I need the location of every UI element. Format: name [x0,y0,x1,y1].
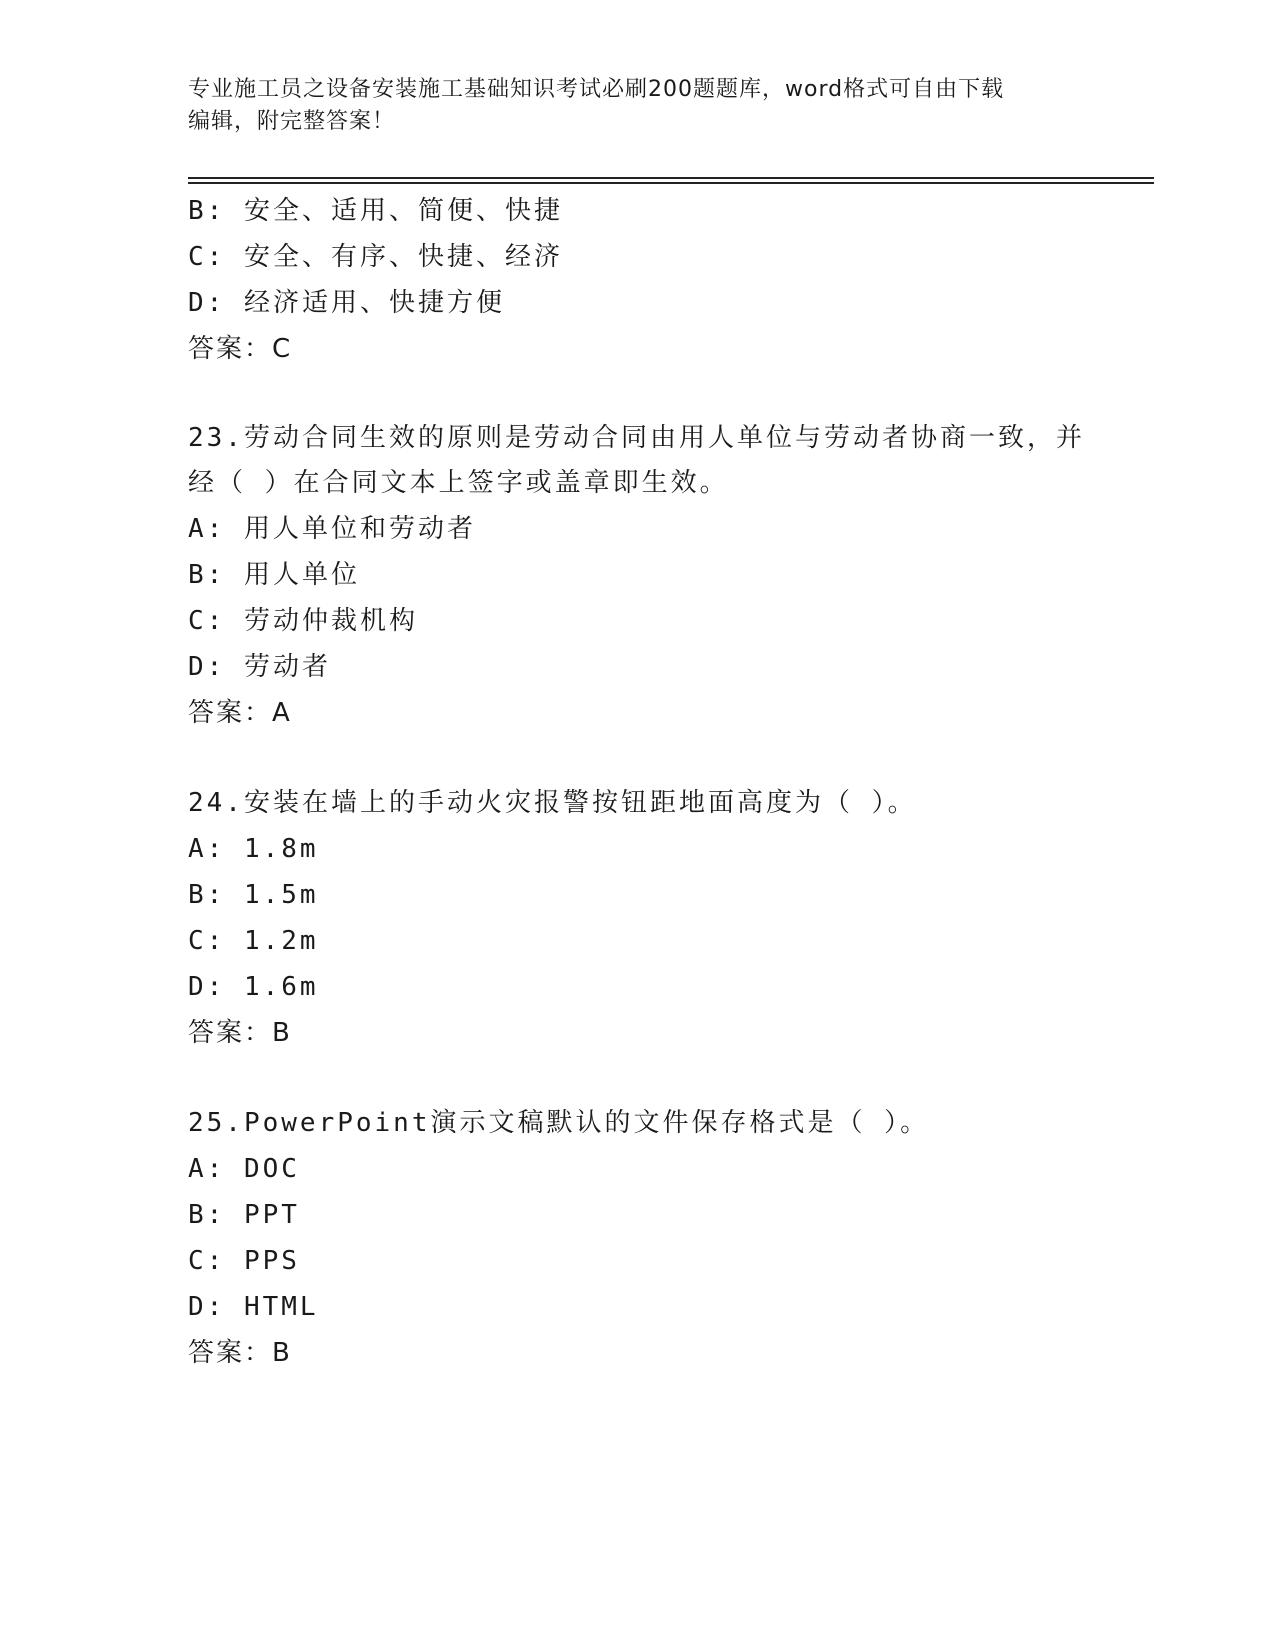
answer-text: 答案：B [188,1018,292,1048]
spacer [188,736,1088,780]
question-list [188,188,1088,1376]
option-b: B: PPT [188,1200,300,1230]
question-block [188,780,1088,1056]
question-block [188,1100,1088,1376]
option-d: D: 经济适用、快捷方便 [188,288,505,318]
option-b: B: 安全、适用、简便、快捷 [188,196,563,226]
option-a: A: DOC [188,1154,300,1184]
header-title-line-1: 专业施工员之设备安装施工基础知识考试必刷200题题库，word格式可自由下载 [188,77,1005,102]
header-divider-bottom [188,182,1154,184]
option-b: B: 用人单位 [188,560,360,590]
answer-text: 答案：C [188,334,293,364]
option-c: C: 劳动仲裁机构 [188,606,418,636]
question-text: 24.安装在墙上的手动火灾报警按钮距地面高度为（ ）。 [188,788,917,818]
answer-text: 答案：A [188,698,292,728]
question-text: 23.劳动合同生效的原则是劳动合同由用人单位与劳动者协商一致，并经（ ）在合同文本上签字或盖章即生效。 [188,423,1085,498]
question-block [188,188,1088,372]
option-c: C: 1.2m [188,926,319,956]
header-title-line-2: 编辑，附完整答案！ [188,109,396,134]
option-a: A: 1.8m [188,834,319,864]
option-d: D: 劳动者 [188,652,331,682]
option-d: D: 1.6m [188,972,319,1002]
option-c: C: 安全、有序、快捷、经济 [188,242,563,272]
document-header [188,74,1078,138]
spacer [188,372,1088,416]
question-text: 25.PowerPoint演示文稿默认的文件保存格式是（ ）。 [188,1108,930,1138]
option-c: C: PPS [188,1246,300,1276]
option-a: A: 用人单位和劳动者 [188,514,476,544]
header-divider-top [188,177,1154,179]
option-d: D: HTML [188,1292,319,1322]
question-block [188,416,1088,736]
answer-text: 答案：B [188,1338,292,1368]
option-b: B: 1.5m [188,880,319,910]
spacer [188,1056,1088,1100]
